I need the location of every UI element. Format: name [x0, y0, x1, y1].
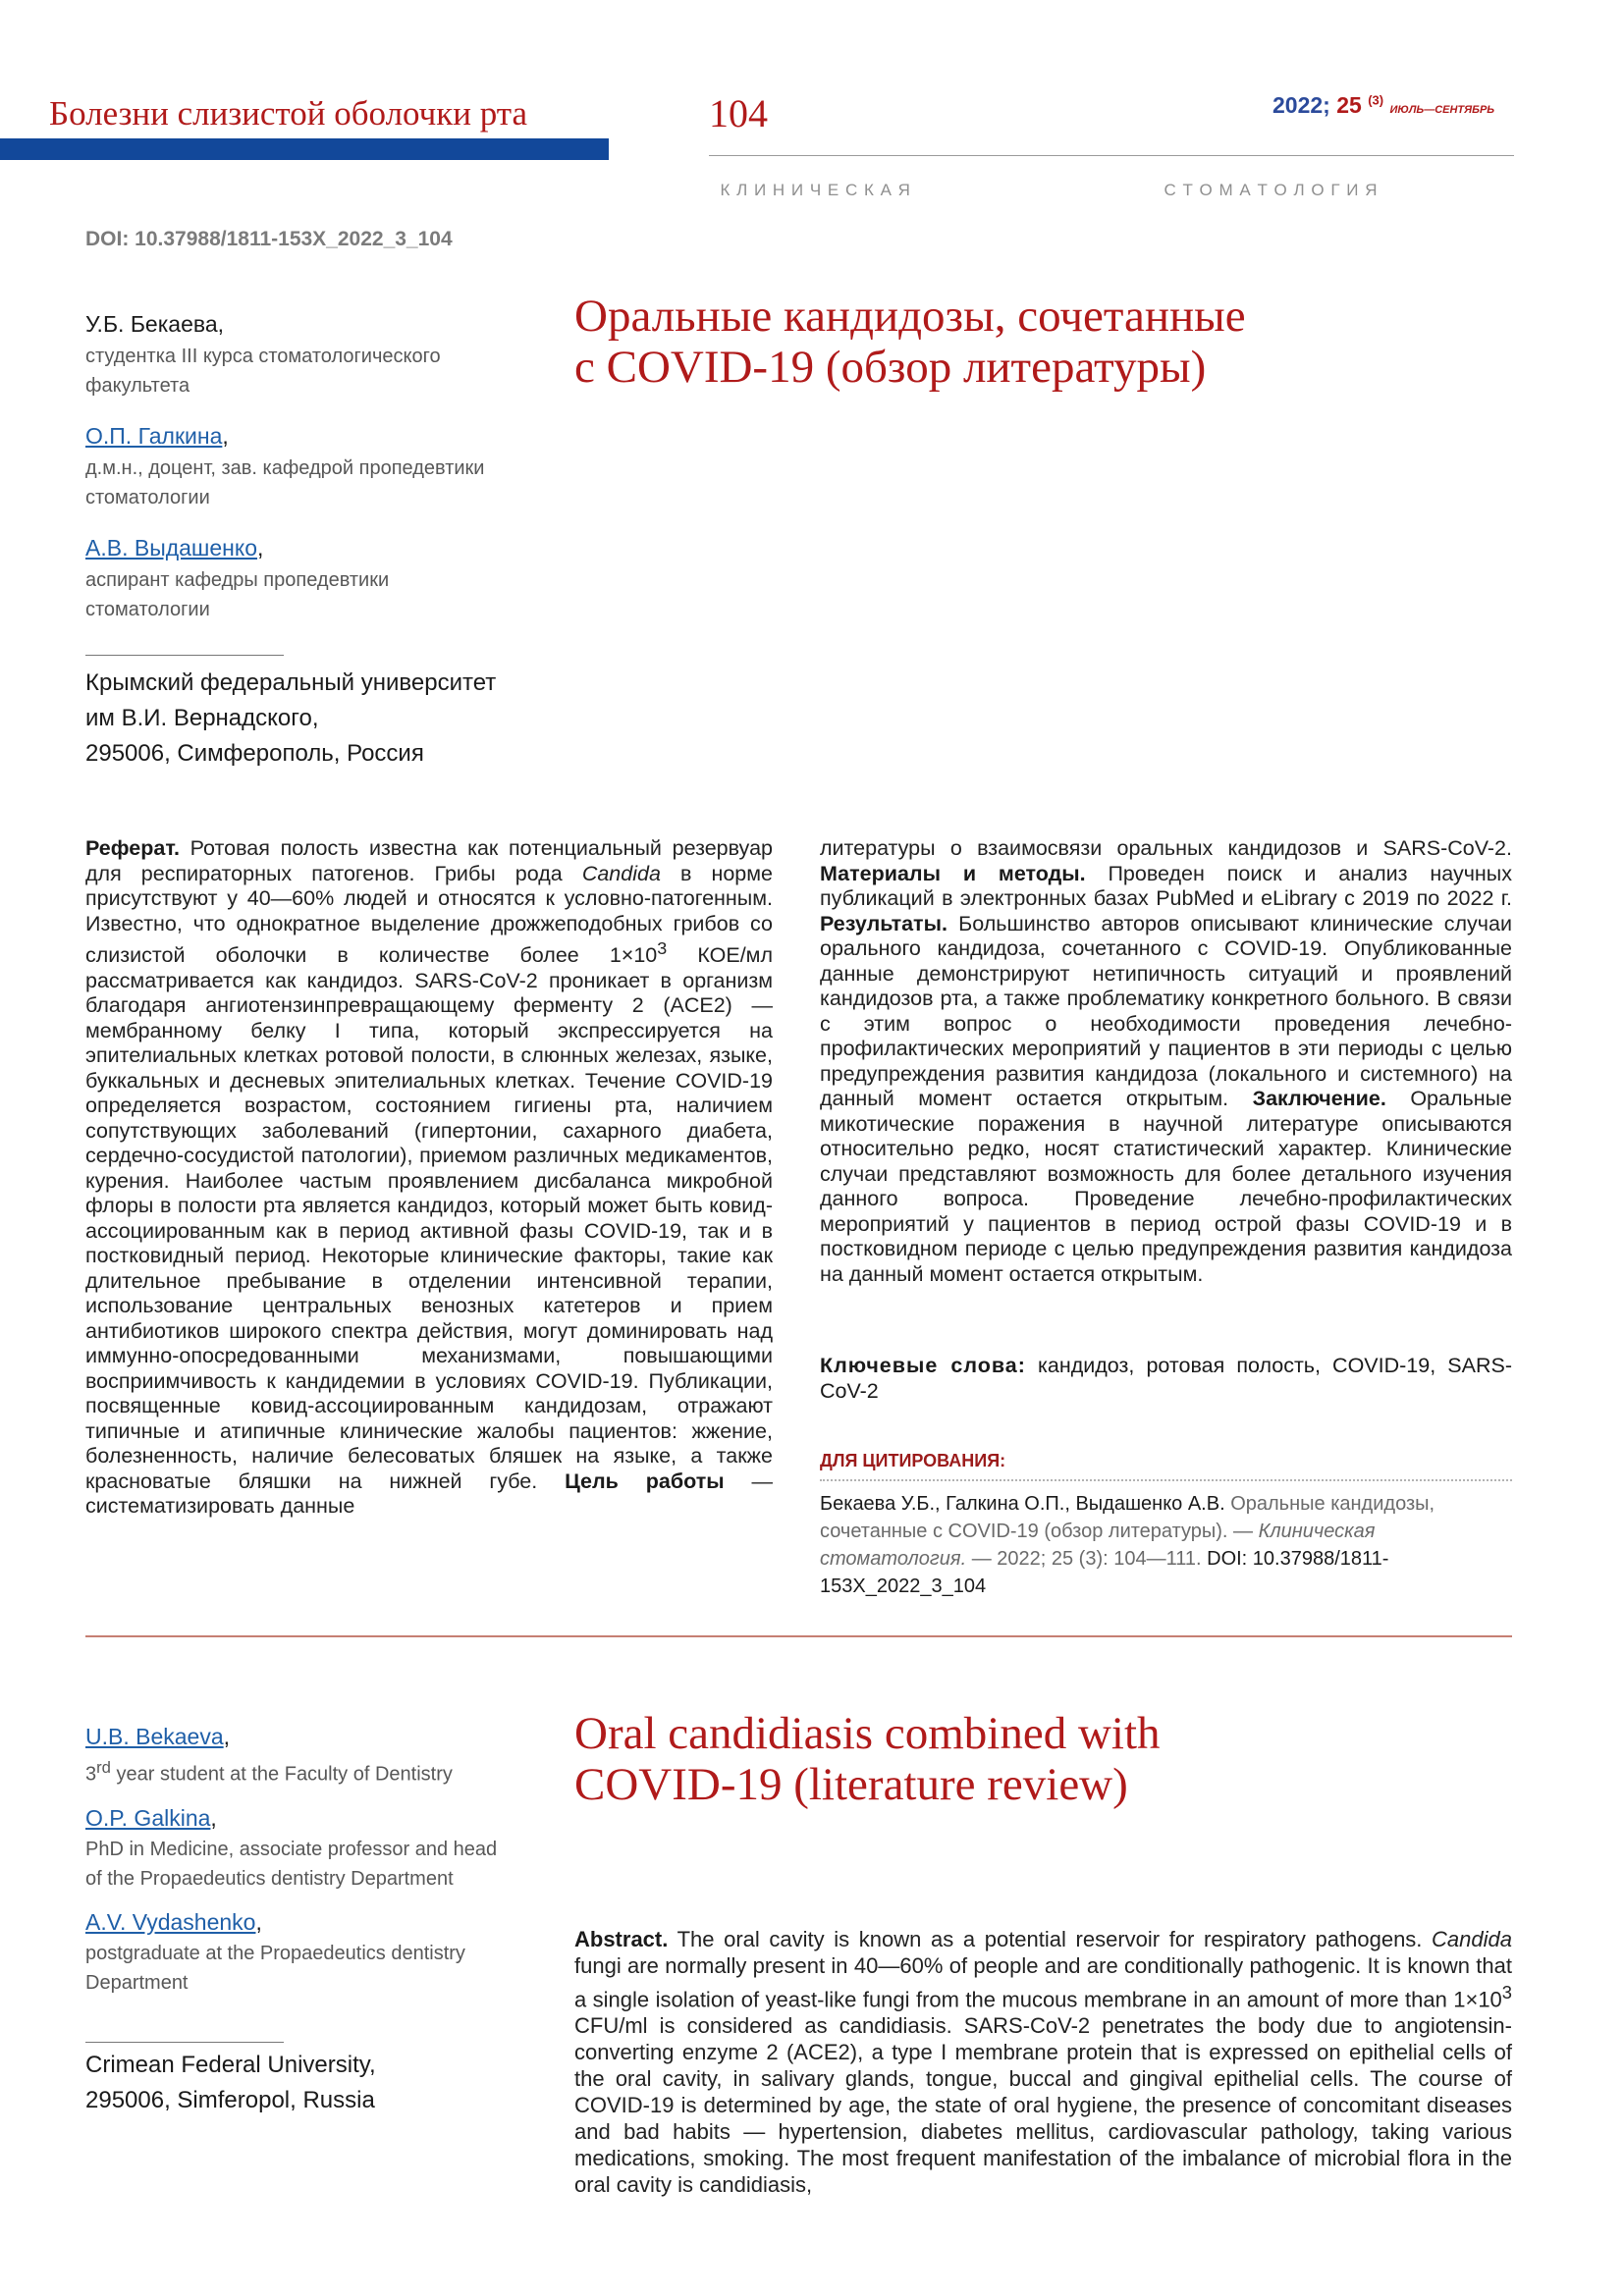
- citation: [820, 1490, 1512, 1600]
- citation-doi: DOI: 10.37988/1811-153X_2022_3_104: [820, 1548, 1389, 1597]
- author-affiliation-line: аспирант кафедры пропедевтики: [85, 569, 390, 591]
- abstract-heading: Реферат.: [85, 836, 180, 860]
- author-affiliation: [85, 1753, 547, 1789]
- author-ru-3: [85, 530, 547, 624]
- abstract-text: — систематизировать данные: [85, 1468, 773, 1519]
- methods-heading: Материалы и методы.: [820, 861, 1086, 885]
- title-ru-line2: с COVID-19 (обзор литературы): [574, 342, 1207, 393]
- issue-info: [1272, 92, 1494, 119]
- title-ru-line1: Оральные кандидозы, сочетанные: [574, 291, 1246, 342]
- issue-months: ИЮЛЬ—СЕНТЯБРЬ: [1389, 104, 1495, 116]
- keywords-text: кандидоз, ротовая полость, COVID-19, SARS-CoV-2: [820, 1354, 1512, 1403]
- author-affiliation: [85, 565, 547, 624]
- author-affiliation-line: Department: [85, 1971, 189, 1994]
- keywords: [820, 1353, 1512, 1404]
- abstract-text: CFU/ml is considered as candidiasis. SARS-CoV-2 penetrates the body due to angiotensin-converting enzyme 2 (ACE2), a type I membrane protein that is expressed on epithelial cells of the oral cavity, in salivary glands, tongue, buccal and gingival epithelial cells. The course of COVID-19 is determined by age, the state of oral hygiene, the presence of concomitant diseases and bad habits — hypertension, diabetes mellitus, cardiovascular pathology, taking various medications, smoking. The most frequent manifestation of the imbalance of microbial flora in the oral cavity is candidiasis,: [574, 2013, 1512, 2198]
- author-punct: ,: [217, 311, 224, 337]
- section-divider: [85, 1635, 1512, 1637]
- abstract-ru-left-column: [85, 836, 773, 1520]
- journal-name-part1: К Л И Н И Ч Е С К А Я: [720, 181, 911, 199]
- author-affiliation: [85, 1939, 547, 1998]
- abstract-heading: Abstract.: [574, 1927, 669, 1951]
- ordinal-number: 3: [85, 1763, 97, 1786]
- author-affiliation-line: факультета: [85, 375, 190, 397]
- issue-volume: 25: [1336, 92, 1362, 118]
- abstract-text: КОЕ/мл рассматривается как кандидоз. SARS-CoV-2 проникает в организм благодаря ангиотензинпревращающему ферменту 2 (ACE2) — мембранному белку I типа, который экспрессируется на эпителиальных клетках ротовой полости, в слюнных железах, языке, буккальных и десневых эпителиальных клетках. Течение COVID-19 определяется возрастом, состоянием гигиены рта, наличием сопутствующих заболеваний (гипертонии, сахарного диабета, сердечно-сосудистой патологии), приемом различных медикаментов, курения. Наиболее частым проявлением дисбаланса микробной флоры в полости рта является кандидоз, который может быть ковид-ассоциированным как в период активной фазы COVID-19, так и в постковидный период. Некоторые клинические факторы, такие как длительное пребывание в отделении интенсивной терапии, использование центральных венозных катетеров и прием антибиотиков широкого спектра действия, могут доминировать над иммунно-опосредованными механизмами, повышающими восприимчивость к кандидемии в условиях COVID-19. Публикации, посвященные ковид-ассоциированным кандидозам, отражают типичные и атипичные клинические жалобы пациентов: жжение, болезненность, наличие белесоватых бляшек на языке, а также красноватые бляшки на нижней губе.: [85, 943, 773, 1493]
- institution-divider-ru: [85, 655, 284, 656]
- author-ru-2: [85, 418, 547, 512]
- author-punct: ,: [210, 1804, 217, 1831]
- author-en-1: [85, 1720, 547, 1789]
- journal-rule: [709, 155, 1514, 156]
- doi: DOI: 10.37988/1811-153X_2022_3_104: [85, 228, 453, 250]
- author-link[interactable]: O.P. Galkina: [85, 1804, 211, 1831]
- abstract-text: Большинство авторов описывают клинические случаи орального кандидоза, сочетанного с COVID-19. Опубликованные данные демонстрируют нетипичность ситуаций и проявлений кандидозов рта, а также проблематику конкретного больного. В связи с этим вопрос о необходимости проведения лечебно-профилактических мероприятий у пациентов в эти периоды с целью предупреждения развития кандидоза (локального и системного) на данный момент остается открытым.: [820, 911, 1512, 1110]
- abstract-en: [574, 1926, 1512, 2198]
- abstract-text: fungi are normally present in 40—60% of people and are conditionally pathogenic. It is known that a single isolation of yeast-like fungi from the mucous membrane in an amount of more than 1×10: [574, 1953, 1512, 2012]
- author-en-3: [85, 1905, 547, 1998]
- institution-line: им В.И. Вернадского,: [85, 705, 319, 731]
- author-affiliation-line: of the Propaedeutics dentistry Department: [85, 1867, 454, 1890]
- author-link[interactable]: U.B. Bekaeva: [85, 1724, 224, 1749]
- abstract-text-italic: Candida: [1432, 1927, 1512, 1951]
- authors-ru: [85, 306, 547, 642]
- author-punct: ,: [255, 1908, 262, 1935]
- title-en-line1: Oral candidiasis combined with: [574, 1708, 1161, 1759]
- institution-line: Crimean Federal University,: [85, 2052, 376, 2078]
- institution-line: 295006, Simferopol, Russia: [85, 2087, 375, 2113]
- author-affiliation: [85, 1835, 547, 1894]
- author-affiliation: [85, 342, 547, 400]
- abstract-text: Проведен поиск и анализ научных публикаций в электронных базах PubMed и eLibrary с 2019 по 2022 г.: [820, 861, 1512, 910]
- institution-divider-en: [85, 2042, 284, 2043]
- institution-en: [85, 2048, 557, 2118]
- journal-name: [709, 161, 1514, 200]
- section-title: Болезни слизистой оболочки рта: [49, 94, 528, 133]
- author-affiliation-line: year student at the Faculty of Dentistry: [116, 1763, 453, 1786]
- citation-dotted-rule: [820, 1479, 1512, 1481]
- citation-authors: Бекаева У.Б., Галкина О.П., Выдашенко А.В.: [820, 1493, 1225, 1515]
- abstract-text-italic: Candida: [581, 861, 661, 885]
- issue-year: 2022;: [1272, 92, 1330, 118]
- institution-line: Крымский федеральный университет: [85, 669, 497, 696]
- superscript: rd: [96, 1758, 111, 1777]
- author-affiliation-line: PhD in Medicine, associate professor and head: [85, 1838, 498, 1860]
- results-heading: Результаты.: [820, 911, 947, 935]
- author-affiliation: [85, 454, 547, 512]
- section-color-bar: [0, 138, 609, 160]
- institution-ru: [85, 666, 557, 772]
- abstract-text: в норме присутствуют у 40—60% людей и относятся к условно-патогенным. Известно, что однократное выделение дрожжеподобных грибов со слизистой оболочки в количестве более 1×10: [85, 861, 774, 968]
- abstract-text: литературы о взаимосвязи оральных кандидозов и SARS-CoV-2.: [820, 836, 1512, 860]
- citation-heading: ДЛЯ ЦИТИРОВАНИЯ:: [820, 1451, 1006, 1470]
- abstract-text: Ротовая полость известна как потенциальный резервуар для респираторных патогенов. Грибы рода: [85, 836, 773, 885]
- article-title-en: [574, 1708, 1537, 1810]
- issue-number: (3): [1368, 92, 1384, 108]
- aim-heading: Цель работы: [565, 1468, 725, 1493]
- journal-name-part2: С Т О М А Т О Л О Г И Я: [1164, 181, 1379, 199]
- article-title-ru: [574, 291, 1537, 393]
- author-affiliation-line: д.м.н., доцент, зав. кафедрой пропедевтики: [85, 457, 485, 479]
- author-en-2: [85, 1801, 547, 1894]
- abstract-text: Оральные микотические поражения в научной литературе описываются относительно редко, носят статистический характер. Клинические случаи представляют возможность для более детального изучения данного вопроса. Проведение лечебно-профилактических мероприятий у пациентов в период острой фазы COVID-19 и в постковидном периоде с целью предупреждения развития кандидоза на данный момент остается открытым.: [820, 1087, 1512, 1286]
- author-affiliation-line: стоматологии: [85, 599, 210, 620]
- author-ru-1: [85, 306, 547, 400]
- citation-journal: Клиническая стоматология.: [820, 1521, 1376, 1570]
- superscript: 3: [1501, 1982, 1512, 2002]
- page-number: 104: [709, 91, 768, 135]
- author-punct: ,: [223, 1724, 231, 1749]
- citation-title: Оральные кандидозы, сочетанные с COVID-19 (обзор литературы). —: [820, 1493, 1435, 1542]
- author-affiliation-line: стоматологии: [85, 487, 210, 508]
- author-link[interactable]: A.V. Vydashenko: [85, 1908, 256, 1935]
- authors-en: [85, 1720, 547, 2009]
- author-name: У.Б. Бекаева: [85, 311, 218, 337]
- institution-line: 295006, Симферополь, Россия: [85, 740, 424, 767]
- author-punct: ,: [222, 423, 229, 449]
- keywords-heading: Ключевые слова:: [820, 1354, 1026, 1377]
- citation-issue: — 2022; 25 (3): 104—111.: [971, 1548, 1202, 1570]
- author-punct: ,: [257, 535, 264, 561]
- conclusion-heading: Заключение.: [1252, 1087, 1386, 1110]
- title-en-line2: COVID-19 (literature review): [574, 1759, 1128, 1810]
- author-link[interactable]: О.П. Галкина: [85, 423, 223, 449]
- superscript: 3: [657, 938, 668, 958]
- abstract-ru-right-column: [820, 836, 1512, 1287]
- author-affiliation-line: студентка III курса стоматологического: [85, 346, 441, 367]
- author-affiliation-line: postgraduate at the Propaedeutics dentistry: [85, 1942, 465, 1964]
- abstract-text: The oral cavity is known as a potential reservoir for respiratory pathogens.: [677, 1927, 1423, 1951]
- author-link[interactable]: А.В. Выдашенко: [85, 535, 257, 561]
